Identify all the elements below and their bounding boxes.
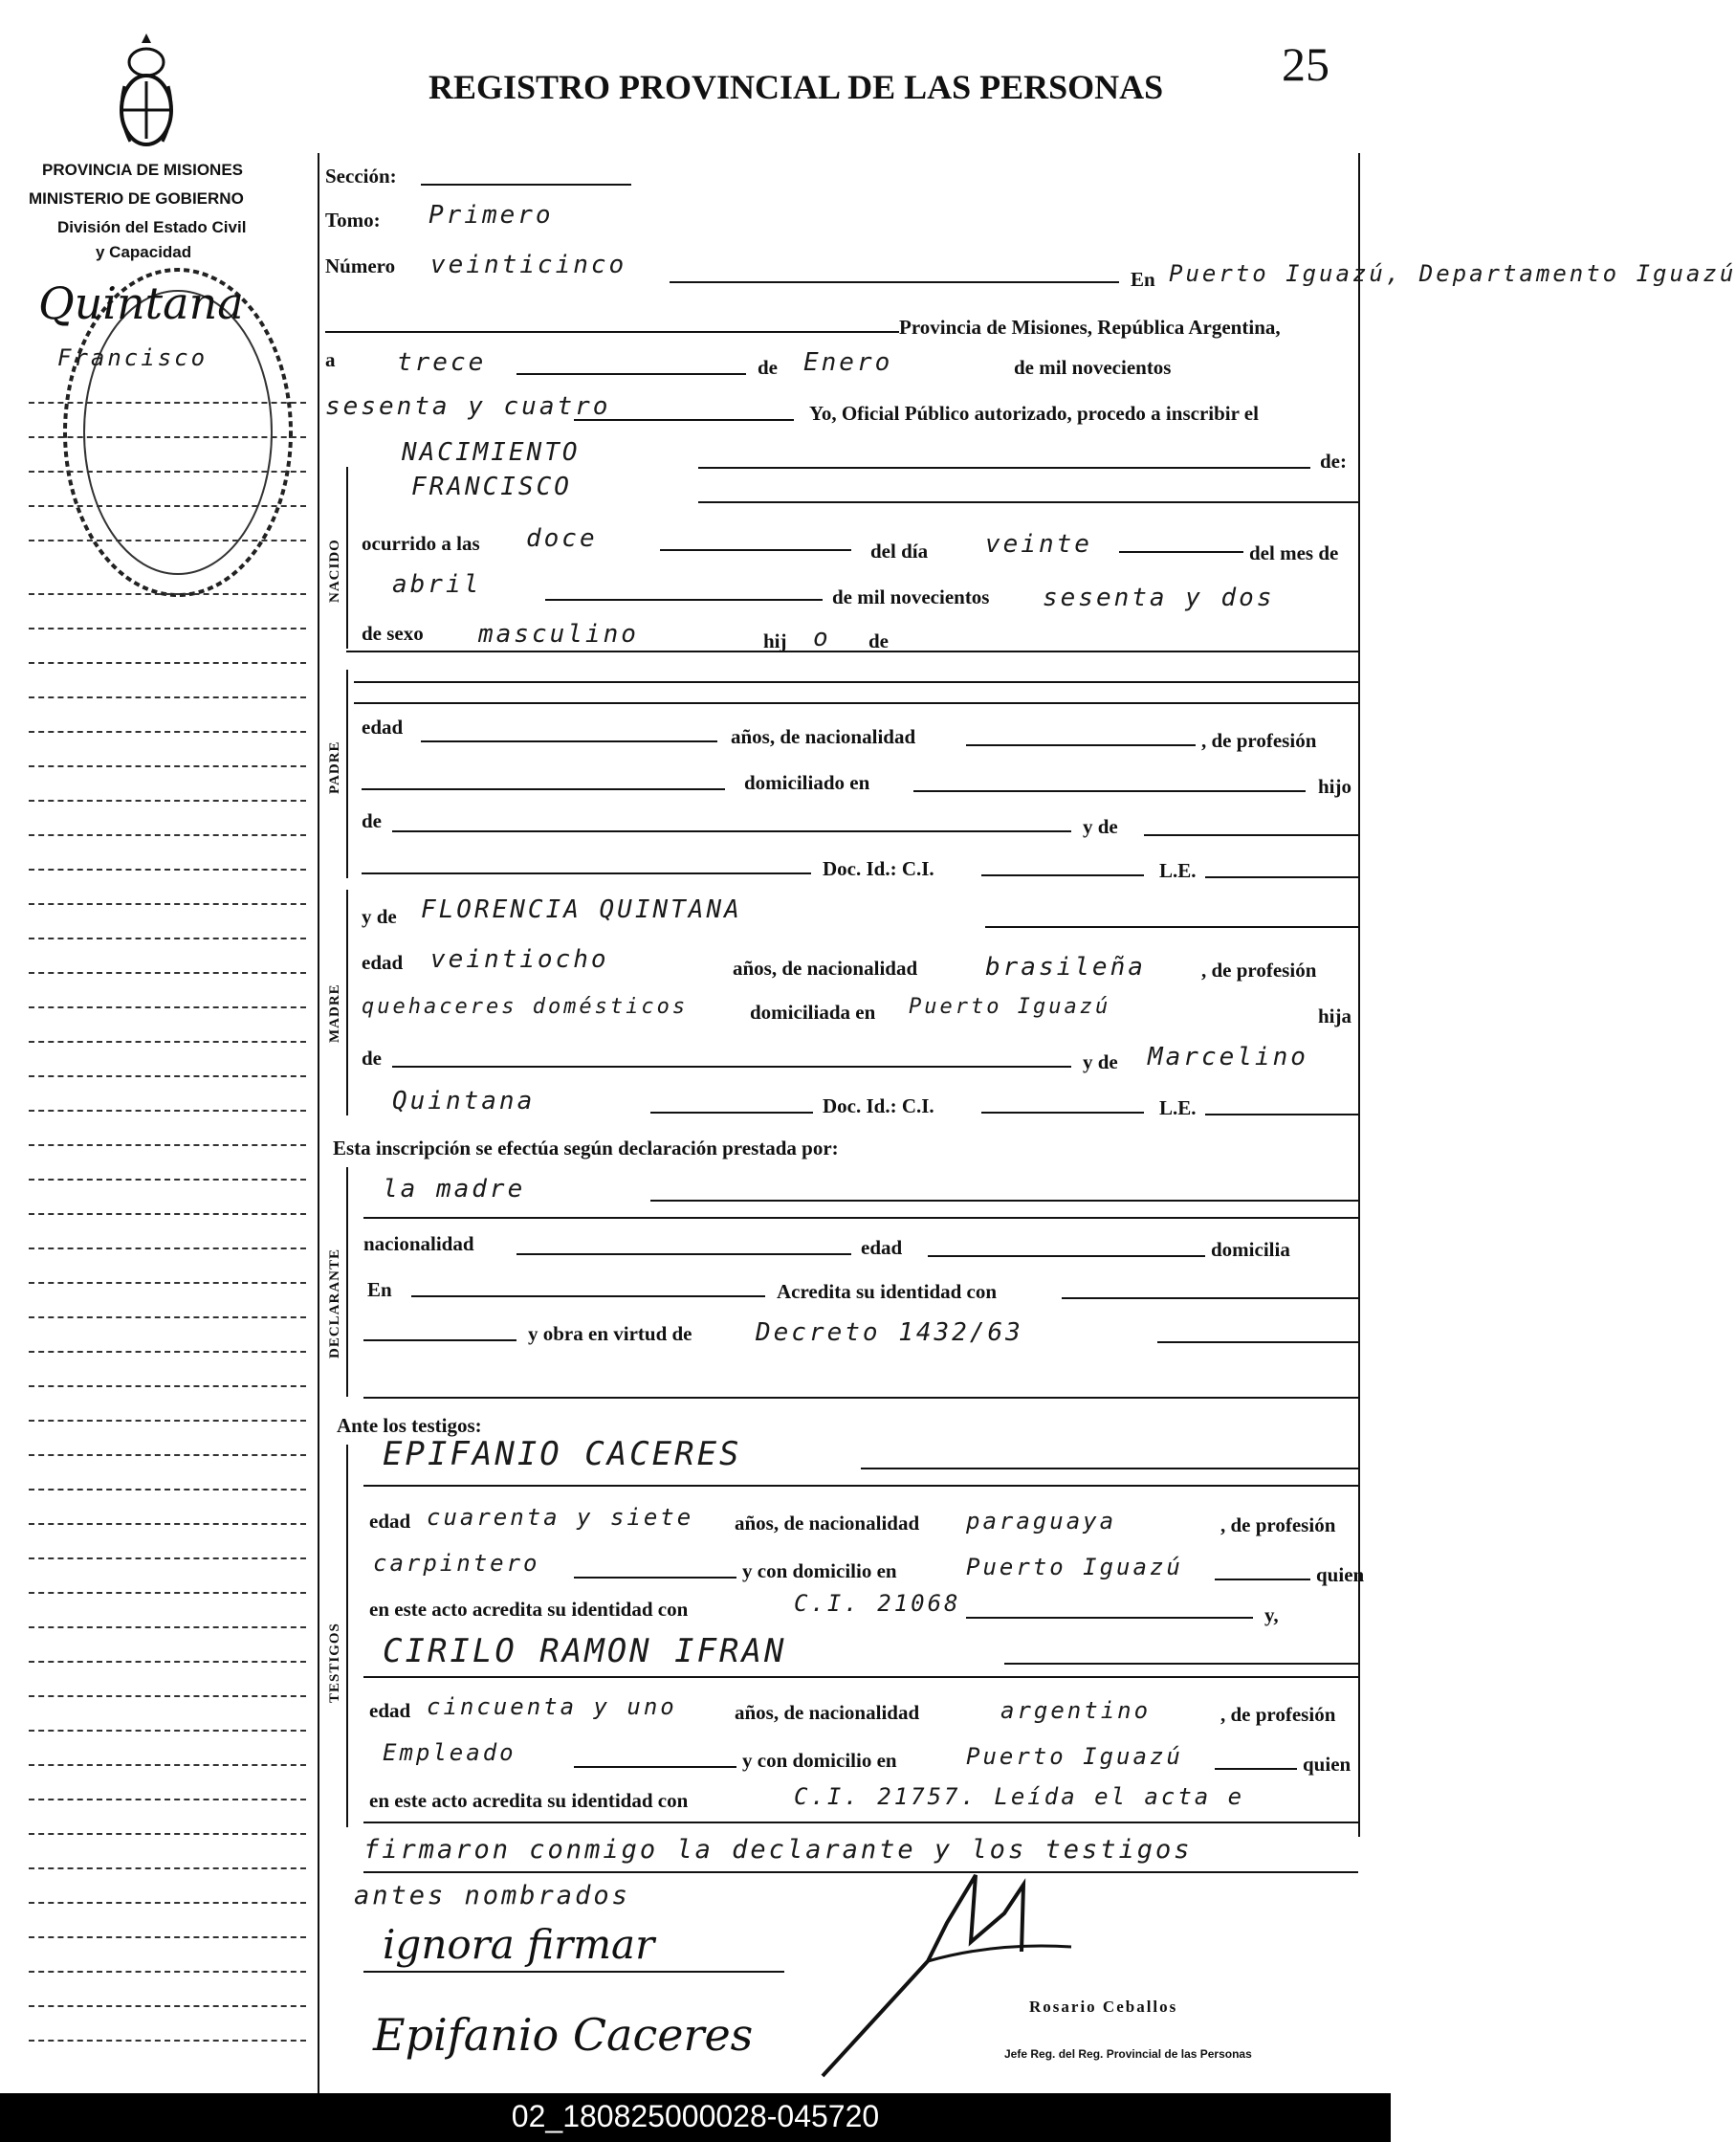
closing-line1: firmaron conmigo la declarante y los testigos — [363, 1835, 1193, 1865]
hij-suffix-value: o — [813, 624, 831, 652]
padre-de-label: de — [362, 809, 382, 832]
decl-edad-label: edad — [861, 1236, 903, 1259]
numero-label: Número — [325, 254, 396, 277]
agency-line3: División del Estado Civil — [57, 218, 247, 236]
madre-le-label: L.E. — [1159, 1096, 1197, 1119]
side-label-madre: MADRE — [327, 983, 342, 1043]
t2-ci-value: C.I. 21757. Leída el acta e — [794, 1783, 1245, 1810]
testigo1-value: EPIFANIO CACERES — [383, 1435, 742, 1473]
signature-epifanio: Epifanio Caceres — [373, 2009, 754, 2061]
madre-doc-label: Doc. Id.: C.I. — [823, 1094, 934, 1117]
de-sexo-label: de sexo — [362, 622, 424, 645]
madre-edad-label: edad — [362, 951, 404, 974]
t2-edad-label: edad — [369, 1699, 411, 1722]
decl-nacionalidad-label: nacionalidad — [363, 1232, 474, 1255]
agency-line4: y Capacidad — [96, 243, 192, 261]
decl-acredita-label: Acredita su identidad con — [777, 1280, 998, 1303]
madre-de-label: de — [362, 1047, 382, 1070]
madre-nac-value: brasileña — [985, 953, 1146, 982]
de-mil-label: de mil novecientos — [1014, 356, 1172, 379]
anio-value: sesenta y cuatro — [325, 392, 611, 421]
madre-domiciliada-label: domiciliada en — [750, 1001, 876, 1024]
madre-edad-value: veintiocho — [430, 945, 609, 974]
t1-ci-value: C.I. 21068 — [794, 1590, 961, 1617]
madre-nombre-value: FLORENCIA QUINTANA — [421, 895, 742, 924]
seal-signature: Quintana — [38, 277, 244, 329]
madre-anos-label: años, de nacionalidad — [733, 957, 918, 980]
signature-ignora: ignora firmar — [383, 1921, 655, 1968]
declarante-value: la madre — [383, 1175, 526, 1203]
t2-anos-label: años, de nacionalidad — [735, 1701, 920, 1724]
t2-quien-label: quien — [1303, 1753, 1351, 1776]
official-name: Rosario Ceballos — [1029, 1998, 1178, 2016]
hora-value: doce — [526, 524, 598, 553]
madre-dom-value: Puerto Iguazú — [909, 995, 1111, 1019]
decl-obra-label: y obra en virtud de — [528, 1322, 692, 1345]
t1-edad-label: edad — [369, 1510, 411, 1533]
t1-quien-label: quien — [1316, 1563, 1365, 1586]
mes-nac-value: abril — [392, 570, 482, 599]
t1-prof-value: carpintero — [373, 1550, 540, 1577]
padre-le-label: L.E. — [1159, 859, 1197, 882]
de-colon-label: de: — [1320, 450, 1347, 473]
en-label: En — [1131, 268, 1155, 291]
padre-hijo-label: hijo — [1318, 775, 1352, 798]
page-number: 25 — [1282, 37, 1329, 91]
ocurrido-label: ocurrido a las — [362, 532, 480, 555]
dia-nac-value: veinte — [985, 530, 1092, 559]
t1-anos-label: años, de nacionalidad — [735, 1512, 920, 1535]
side-label-padre: PADRE — [327, 740, 342, 794]
de-label: de — [758, 356, 778, 379]
padre-domiciliado-label: domiciliado en — [744, 771, 870, 794]
t2-dom-value: Puerto Iguazú — [966, 1743, 1183, 1770]
hij-de-label: de — [868, 629, 889, 652]
del-mes-label: del mes de — [1249, 541, 1339, 564]
t1-acto-label: en este acto acredita su identidad con — [369, 1598, 689, 1621]
side-label-nacido: NACIDO — [327, 539, 342, 603]
t2-acto-label: en este acto acredita su identidad con — [369, 1789, 689, 1812]
left-margin-lines — [29, 0, 316, 2142]
decl-domicilia-label: domicilia — [1211, 1238, 1290, 1261]
t1-nac-value: paraguaya — [966, 1508, 1117, 1535]
a-label: a — [325, 348, 336, 371]
sexo-value: masculino — [478, 620, 639, 649]
tomo-label: Tomo: — [325, 209, 381, 232]
decl-en-label: En — [367, 1278, 392, 1301]
madre-hija-label: hija — [1318, 1005, 1352, 1027]
acto-value: NACIMIENTO — [402, 438, 581, 467]
t2-edad-value: cincuenta y uno — [427, 1693, 677, 1720]
madre-prof-value: quehaceres domésticos — [362, 995, 689, 1019]
de-mil-nov-label: de mil novecientos — [832, 585, 990, 608]
padre-anos-label: años, de nacionalidad — [731, 725, 916, 748]
padre-edad-label: edad — [362, 716, 404, 739]
t1-profesion-label: , de profesión — [1220, 1513, 1336, 1536]
side-label-declarante: DECLARANTE — [327, 1248, 342, 1358]
en-value: Puerto Iguazú, Departamento Iguazú — [1169, 260, 1736, 287]
madre-madre-value: Quintana — [392, 1087, 536, 1115]
t2-domicilio-label: y con domicilio en — [742, 1749, 897, 1772]
madre-y-de2-label: y de — [1083, 1050, 1118, 1073]
decl-obra-value: Decreto 1432/63 — [756, 1318, 1023, 1347]
t1-edad-value: cuarenta y siete — [427, 1504, 694, 1531]
del-dia-label: del día — [870, 540, 929, 563]
footer-bar — [0, 2093, 1391, 2142]
tomo-value: Primero — [429, 201, 554, 230]
provincia-text: Provincia de Misiones, República Argentina, — [899, 316, 1281, 339]
numero-value: veinticinco — [430, 251, 627, 279]
closing-line2: antes nombrados — [354, 1881, 630, 1910]
padre-profesion-label: , de profesión — [1201, 729, 1317, 752]
testigo2-value: CIRILO RAMON IFRAN — [383, 1632, 787, 1670]
t1-domicilio-label: y con domicilio en — [742, 1559, 897, 1582]
seccion-label: Sección: — [325, 165, 397, 188]
esta-inscripcion-text: Esta inscripción se efectúa según declaración prestada por: — [333, 1137, 839, 1159]
t2-prof-value: Empleado — [383, 1739, 516, 1766]
main-border-left — [318, 153, 319, 2095]
agency-line2: MINISTERIO DE GOBIERNO — [29, 189, 244, 208]
side-label-testigos: TESTIGOS — [327, 1623, 342, 1703]
padre-y-de-label: y de — [1083, 815, 1118, 838]
dia-value: trece — [397, 348, 487, 377]
seal-subtext: Francisco — [57, 344, 209, 371]
madre-padre-value: Marcelino — [1148, 1043, 1308, 1071]
t1-dom-value: Puerto Iguazú — [966, 1554, 1183, 1580]
t2-nac-value: argentino — [1000, 1697, 1152, 1724]
agency-line1: PROVINCIA DE MISIONES — [42, 161, 244, 179]
mes-value: Enero — [803, 348, 893, 377]
nombre-value: FRANCISCO — [411, 473, 572, 501]
page-title: REGISTRO PROVINCIAL DE LAS PERSONAS — [429, 68, 1164, 106]
hij-label: hij — [763, 629, 787, 652]
yo-oficial-text: Yo, Oficial Público autorizado, procedo a inscribir el — [809, 402, 1259, 425]
padre-doc-label: Doc. Id.: C.I. — [823, 857, 934, 880]
madre-profesion-label: , de profesión — [1201, 959, 1317, 982]
t1-y-label: y, — [1264, 1603, 1279, 1626]
t2-profesion-label: , de profesión — [1220, 1703, 1336, 1726]
official-title: Jefe Reg. del Reg. Provincial de las Personas — [1004, 2047, 1252, 2061]
madre-y-de-label: y de — [362, 905, 397, 928]
ante-testigos-text: Ante los testigos: — [337, 1414, 482, 1437]
footer-code: 02_180825000028-045720 — [511, 2099, 880, 2133]
anio-nac-value: sesenta y dos — [1043, 584, 1275, 612]
